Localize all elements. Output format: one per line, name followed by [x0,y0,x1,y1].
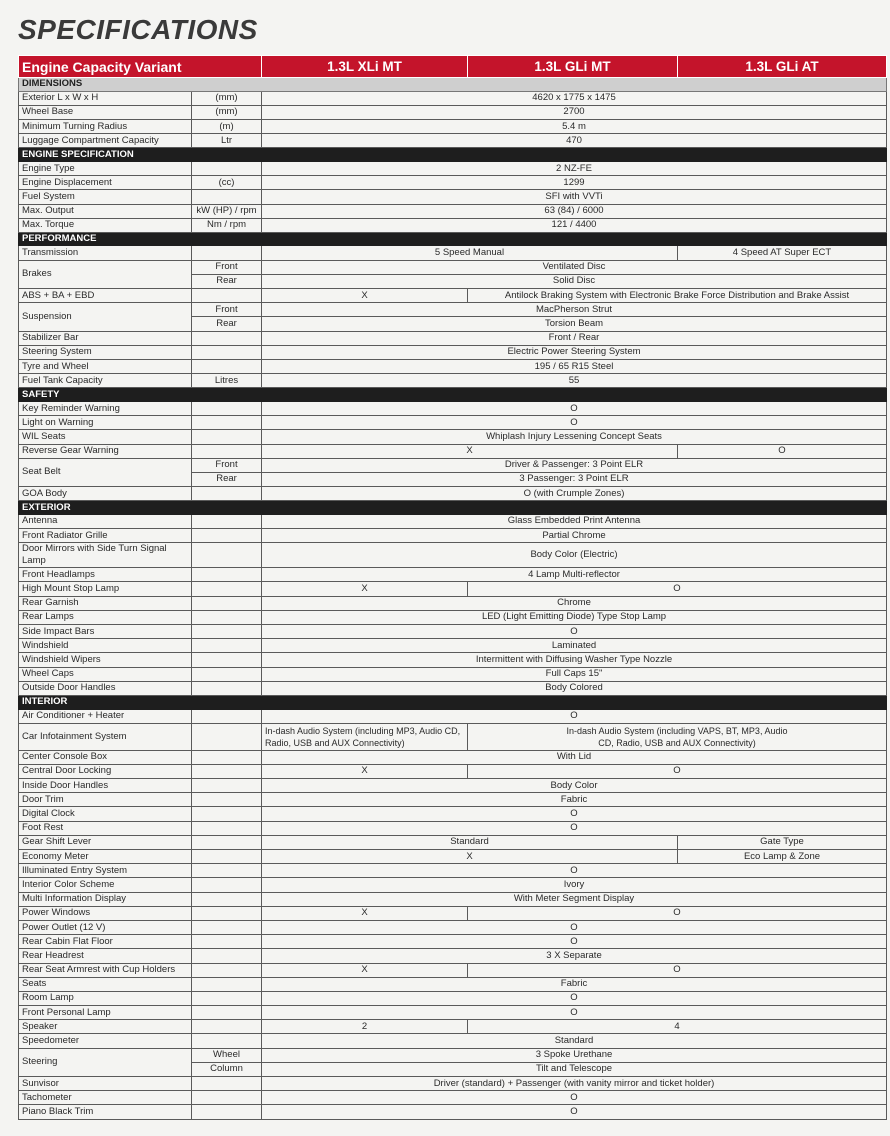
row-value: Ivory [262,878,887,892]
row-label: Tyre and Wheel [19,359,192,373]
row-value: Torsion Beam [262,317,887,331]
row-value: Standard [262,1034,887,1048]
table-row [19,949,887,963]
row-unit [192,596,262,610]
row-unit [192,1020,262,1034]
table-row [19,681,887,695]
row-unit [192,835,262,849]
row-unit [192,892,262,906]
table-row [19,218,887,232]
row-value: 3 Spoke Urethane [262,1048,887,1062]
table-row [19,807,887,821]
row-label: Key Reminder Warning [19,401,192,415]
table-row [19,963,887,977]
table-row [19,779,887,793]
row-value: 63 (84) / 6000 [262,204,887,218]
row-label: Max. Output [19,204,192,218]
row-value-mt: X [262,850,678,864]
row-value: MacPherson Strut [262,303,887,317]
row-unit [192,667,262,681]
row-label: Tachometer [19,1091,192,1105]
row-value-xli: X [262,963,468,977]
table-row [19,835,887,849]
row-label: Speaker [19,1020,192,1034]
row-label: Windshield Wipers [19,653,192,667]
row-value: Driver & Passenger: 3 Point ELR [262,458,887,472]
table-row [19,864,887,878]
row-label: Air Conditioner + Heater [19,709,192,723]
row-label: Gear Shift Lever [19,835,192,849]
table-row [19,582,887,596]
row-value: Partial Chrome [262,529,887,543]
row-unit: (mm) [192,105,262,119]
row-unit [192,935,262,949]
table-row [19,624,887,638]
row-value: Tilt and Telescope [262,1062,887,1076]
row-unit [192,582,262,596]
table-row [19,374,887,388]
row-value-xli: X [262,582,468,596]
row-value: O [262,401,887,415]
table-row [19,190,887,204]
row-unit: Litres [192,374,262,388]
row-unit [192,906,262,920]
row-unit [192,920,262,934]
row-label: Max. Torque [19,218,192,232]
table-row [19,91,887,105]
table-row [19,105,887,119]
row-label: Wheel Base [19,105,192,119]
row-unit [192,963,262,977]
table-row [19,204,887,218]
variant-gli-at: 1.3L GLi AT [678,56,887,78]
row-value: 195 / 65 R15 Steel [262,359,887,373]
variant-xli-mt: 1.3L XLi MT [262,56,468,78]
row-value: Body Color (Electric) [262,543,887,568]
row-unit [192,529,262,543]
row-label: Power Windows [19,906,192,920]
section-header [19,501,887,515]
table-row [19,119,887,133]
row-value: O [262,821,887,835]
row-value: 4620 x 1775 x 1475 [262,91,887,105]
row-value: With Lid [262,750,887,764]
table-row [19,977,887,991]
row-label: Door Trim [19,793,192,807]
row-label: Minimum Turning Radius [19,119,192,133]
row-value: O [262,1105,887,1119]
row-label: Seats [19,977,192,991]
row-sublabel: Rear [192,472,262,486]
table-row [19,161,887,175]
row-unit [192,750,262,764]
row-value: 1299 [262,176,887,190]
section-header [19,388,887,402]
row-value-xli: X [262,289,468,303]
row-value: Ventilated Disc [262,260,887,274]
table-row [19,529,887,543]
row-label: Interior Color Scheme [19,878,192,892]
row-value: Fabric [262,793,887,807]
row-value: O [262,920,887,934]
row-unit [192,821,262,835]
row-value: 121 / 4400 [262,218,887,232]
row-unit [192,1077,262,1091]
row-value: 5.4 m [262,119,887,133]
table-row [19,1020,887,1034]
row-value-gli: Antilock Braking System with Electronic Brake Force Distribution and Brake Assist [468,289,887,303]
row-value-gli: 4 [468,1020,887,1034]
row-value: Chrome [262,596,887,610]
row-value: SFI with VVTi [262,190,887,204]
row-label: Brakes [19,260,192,288]
section-performance: PERFORMANCE [19,232,887,246]
row-value-at: 4 Speed AT Super ECT [678,246,887,260]
row-sublabel: Front [192,303,262,317]
row-unit [192,878,262,892]
row-value: With Meter Segment Display [262,892,887,906]
table-row [19,303,887,317]
row-unit [192,1091,262,1105]
row-value: 2700 [262,105,887,119]
row-label: Front Personal Lamp [19,1006,192,1020]
row-unit [192,681,262,695]
row-sublabel: Rear [192,317,262,331]
table-row [19,401,887,415]
row-value: O [262,1006,887,1020]
row-label: Reverse Gear Warning [19,444,192,458]
row-label: Room Lamp [19,991,192,1005]
table-row [19,1034,887,1048]
section-header [19,148,887,162]
row-value: Glass Embedded Print Antenna [262,514,887,528]
row-value: O [262,624,887,638]
row-label: ABS + BA + EBD [19,289,192,303]
section-engine: ENGINE SPECIFICATION [19,148,887,162]
row-unit [192,444,262,458]
variant-header-label: Engine Capacity Variant [19,56,262,78]
row-sublabel: Front [192,458,262,472]
row-unit [192,514,262,528]
row-label: Sunvisor [19,1077,192,1091]
row-label: Fuel System [19,190,192,204]
row-label: Outside Door Handles [19,681,192,695]
section-interior: INTERIOR [19,695,887,709]
row-label: Rear Garnish [19,596,192,610]
row-sublabel: Wheel [192,1048,262,1062]
row-value: Fabric [262,977,887,991]
row-label: Antenna [19,514,192,528]
table-row [19,444,887,458]
section-header [19,78,887,92]
row-value: O [262,1091,887,1105]
row-unit [192,1034,262,1048]
row-value-at: O [678,444,887,458]
row-unit [192,331,262,345]
section-exterior: EXTERIOR [19,501,887,515]
row-unit [192,624,262,638]
table-row [19,793,887,807]
table-row [19,458,887,472]
row-unit [192,991,262,1005]
row-value: Body Colored [262,681,887,695]
table-row [19,1105,887,1119]
row-value: 2 NZ-FE [262,161,887,175]
table-row [19,920,887,934]
row-unit [192,779,262,793]
row-unit [192,610,262,624]
row-unit [192,416,262,430]
row-unit [192,653,262,667]
table-row [19,850,887,864]
row-unit: Nm / rpm [192,218,262,232]
row-label: Foot Rest [19,821,192,835]
row-value: O [262,935,887,949]
row-value: 55 [262,374,887,388]
row-value-mt: 5 Speed Manual [262,246,678,260]
row-unit [192,487,262,501]
row-value-xli: In-dash Audio System (including MP3, Audio CD, Radio, USB and AUX Connectivity) [262,723,468,750]
row-unit: kW (HP) / rpm [192,204,262,218]
row-value: Intermittent with Diffusing Washer Type Nozzle [262,653,887,667]
row-unit [192,764,262,778]
row-value: Body Color [262,779,887,793]
row-value-xli: 2 [262,1020,468,1034]
row-unit: (cc) [192,176,262,190]
row-sublabel: Rear [192,274,262,288]
row-label: Car Infotainment System [19,723,192,750]
specifications-table [18,55,887,1120]
row-unit: (m) [192,119,262,133]
table-row [19,764,887,778]
row-unit [192,807,262,821]
row-label: Digital Clock [19,807,192,821]
table-row [19,416,887,430]
row-label: Center Console Box [19,750,192,764]
row-label: Front Radiator Grille [19,529,192,543]
row-sublabel: Column [192,1062,262,1076]
row-label: Light on Warning [19,416,192,430]
row-value-gli: In-dash Audio System (including VAPS, BT, MP3, Audio CD, Radio, USB and AUX Connectivity) [468,723,887,750]
row-unit [192,977,262,991]
table-row [19,821,887,835]
table-row [19,878,887,892]
row-unit [192,1105,262,1119]
row-value: Driver (standard) + Passenger (with vanity mirror and ticket holder) [262,1077,887,1091]
row-value-mt: Standard [262,835,678,849]
row-label: Economy Meter [19,850,192,864]
row-label: Central Door Locking [19,764,192,778]
section-header [19,695,887,709]
row-label: Seat Belt [19,458,192,486]
table-row [19,345,887,359]
row-label: Engine Displacement [19,176,192,190]
page-title: SPECIFICATIONS [18,14,258,45]
row-unit: (mm) [192,91,262,105]
row-value-mt: X [262,444,678,458]
row-label: Fuel Tank Capacity [19,374,192,388]
row-label: Suspension [19,303,192,331]
table-row [19,543,887,568]
row-label: Piano Black Trim [19,1105,192,1119]
row-label: Speedometer [19,1034,192,1048]
row-value: O [262,864,887,878]
row-unit [192,345,262,359]
row-unit [192,246,262,260]
row-value: Solid Disc [262,274,887,288]
table-row [19,709,887,723]
table-row [19,514,887,528]
row-value: Full Caps 15" [262,667,887,681]
table-row [19,359,887,373]
row-label: GOA Body [19,487,192,501]
row-unit [192,864,262,878]
row-label: Illuminated Entry System [19,864,192,878]
row-label: Transmission [19,246,192,260]
row-label: Door Mirrors with Side Turn Signal Lamp [19,543,192,568]
row-label: Rear Headrest [19,949,192,963]
row-value: O [262,709,887,723]
row-value: Electric Power Steering System [262,345,887,359]
row-unit [192,289,262,303]
table-row [19,134,887,148]
row-unit: Ltr [192,134,262,148]
row-label: Luggage Compartment Capacity [19,134,192,148]
row-value: Whiplash Injury Lessening Concept Seats [262,430,887,444]
row-unit [192,190,262,204]
table-row [19,906,887,920]
row-value: LED (Light Emitting Diode) Type Stop Lamp [262,610,887,624]
table-row [19,667,887,681]
row-value-xli: X [262,906,468,920]
row-unit [192,709,262,723]
row-value: 3 Passenger: 3 Point ELR [262,472,887,486]
row-label: Rear Seat Armrest with Cup Holders [19,963,192,977]
table-row [19,653,887,667]
row-unit [192,850,262,864]
table-row [19,596,887,610]
row-unit [192,568,262,582]
table-row [19,331,887,345]
row-value: O (with Crumple Zones) [262,487,887,501]
row-unit [192,949,262,963]
table-row [19,750,887,764]
table-row [19,610,887,624]
row-value-xli: X [262,764,468,778]
row-value: 470 [262,134,887,148]
section-dimensions: DIMENSIONS [19,78,887,92]
row-unit [192,430,262,444]
section-safety: SAFETY [19,388,887,402]
section-header [19,232,887,246]
row-label: Windshield [19,639,192,653]
row-label: Inside Door Handles [19,779,192,793]
row-value: Front / Rear [262,331,887,345]
table-row [19,639,887,653]
row-label: Stabilizer Bar [19,331,192,345]
row-label: High Mount Stop Lamp [19,582,192,596]
row-label: Side Impact Bars [19,624,192,638]
table-row [19,289,887,303]
row-value: 4 Lamp Multi-reflector [262,568,887,582]
row-value-gli: O [468,764,887,778]
variant-gli-mt: 1.3L GLi MT [468,56,678,78]
table-row [19,260,887,274]
row-label: Power Outlet (12 V) [19,920,192,934]
row-value: Laminated [262,639,887,653]
row-label: Steering System [19,345,192,359]
row-value-at: Gate Type [678,835,887,849]
table-row [19,176,887,190]
row-label: Multi Information Display [19,892,192,906]
row-value: O [262,416,887,430]
row-label: Rear Cabin Flat Floor [19,935,192,949]
table-row [19,430,887,444]
row-sublabel: Front [192,260,262,274]
row-label: WIL Seats [19,430,192,444]
row-label: Engine Type [19,161,192,175]
row-unit [192,161,262,175]
row-label: Wheel Caps [19,667,192,681]
table-row [19,935,887,949]
row-label: Front Headlamps [19,568,192,582]
table-row [19,892,887,906]
row-unit [192,543,262,568]
row-value: 3 X Separate [262,949,887,963]
row-value-gli: O [468,906,887,920]
table-row [19,1091,887,1105]
table-row [19,246,887,260]
table-row [19,487,887,501]
row-unit [192,359,262,373]
row-unit [192,401,262,415]
header-row [19,56,887,78]
table-row [19,568,887,582]
row-value: O [262,807,887,821]
row-unit [192,639,262,653]
row-label: Exterior L x W x H [19,91,192,105]
row-value-at: Eco Lamp & Zone [678,850,887,864]
row-unit [192,1006,262,1020]
table-row [19,1006,887,1020]
row-label: Steering [19,1048,192,1076]
row-value-gli: O [468,582,887,596]
table-row [19,723,887,750]
row-unit [192,723,262,750]
row-value: O [262,991,887,1005]
table-row [19,991,887,1005]
table-row [19,1048,887,1062]
table-row [19,1077,887,1091]
row-unit [192,793,262,807]
row-label: Rear Lamps [19,610,192,624]
row-value-gli: O [468,963,887,977]
